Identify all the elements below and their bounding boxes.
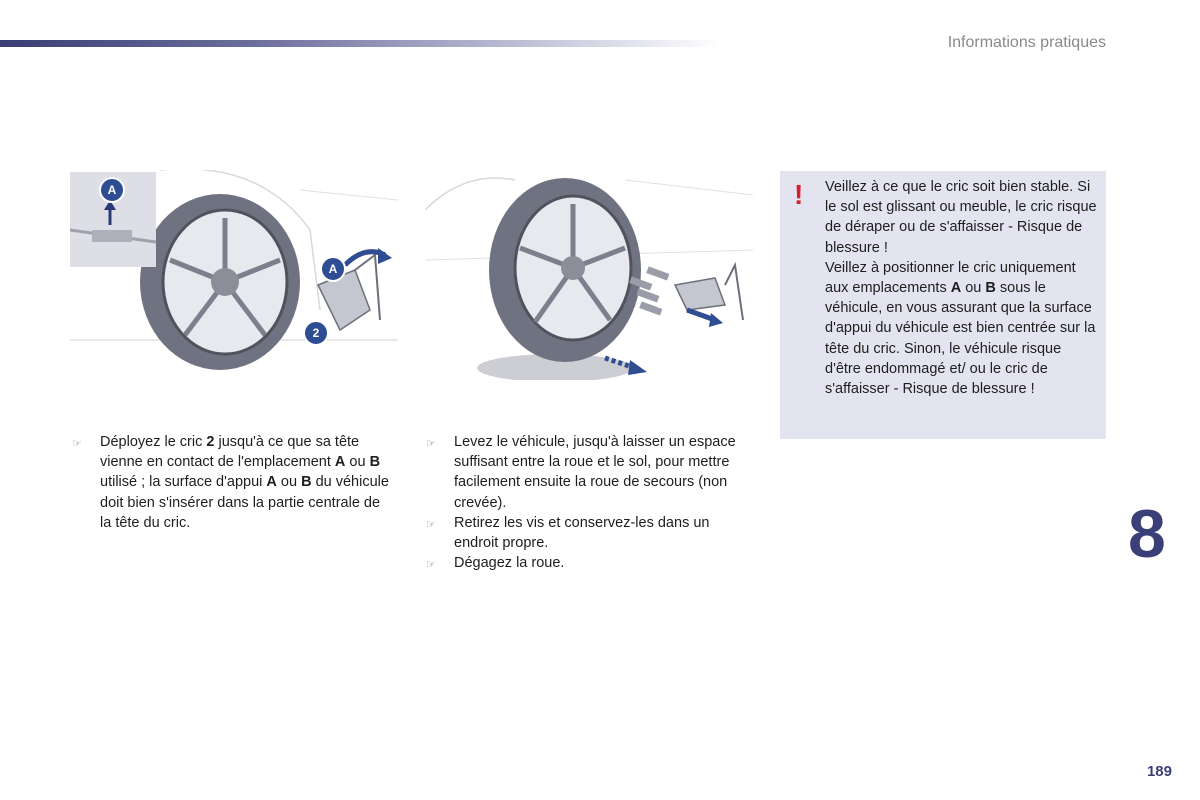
header-gradient-bar [0,40,720,47]
callout-2-jack: 2 [303,320,329,346]
section-title: Informations pratiques [947,34,1106,51]
list-item [426,513,746,553]
list-item [426,432,746,513]
bullet-text: Retirez les vis et conservez-les dans un endroit propre. [454,514,710,552]
bullet-text: Levez le véhicule, jusqu'à laisser un espace suffisant entre la roue et le sol, pour mettre facilement ensuite la roue de secours (non crevée). [454,434,736,511]
list-item [72,432,392,533]
warning-paragraph-2: Veillez à positionner le cric uniquement aux emplacements A ou B sous le véhicule, en vous assurant que la surface d'appui du véhicule est bien centrée sur la tête du cric. Sinon, le véhicule risque d'être endommagé et/ ou le cric de s'affaisser - Risque de blessure ! [825,259,1096,398]
bullet-text: Dégagez la roue. [454,555,565,572]
callout-a-inset: A [99,177,125,203]
hand-pointer-icon: ☞ [426,559,436,572]
chapter-number: 8 [1128,496,1164,572]
hand-pointer-icon: ☞ [426,438,436,450]
instructions-column-2 [426,432,746,575]
warning-text [825,177,1097,399]
instructions-column-1 [72,432,392,533]
exclamation-icon: ! [794,179,804,210]
bullet-text: Déployez le cric 2 jusqu'à ce que sa tête vienne en contact de l'emplacement A ou B utilisé ; la surface d'appui A ou B du véhicule doit bien s'insérer dans la partie centrale de la tête du cric. [100,434,389,531]
list-item [426,553,746,575]
callout-a-jack: A [320,256,346,282]
page-number: 189 [1146,763,1172,780]
hand-pointer-icon: ☞ [426,518,436,531]
wheel-removal-illustration [425,170,753,380]
warning-box [780,171,1106,439]
hand-pointer-icon: ☞ [72,438,82,450]
warning-paragraph-1: Veillez à ce que le cric soit bien stable. Si le sol est glissant ou meuble, le cric risque de déraper ou de s'affaisser - Risque de blessure ! [825,179,1097,256]
